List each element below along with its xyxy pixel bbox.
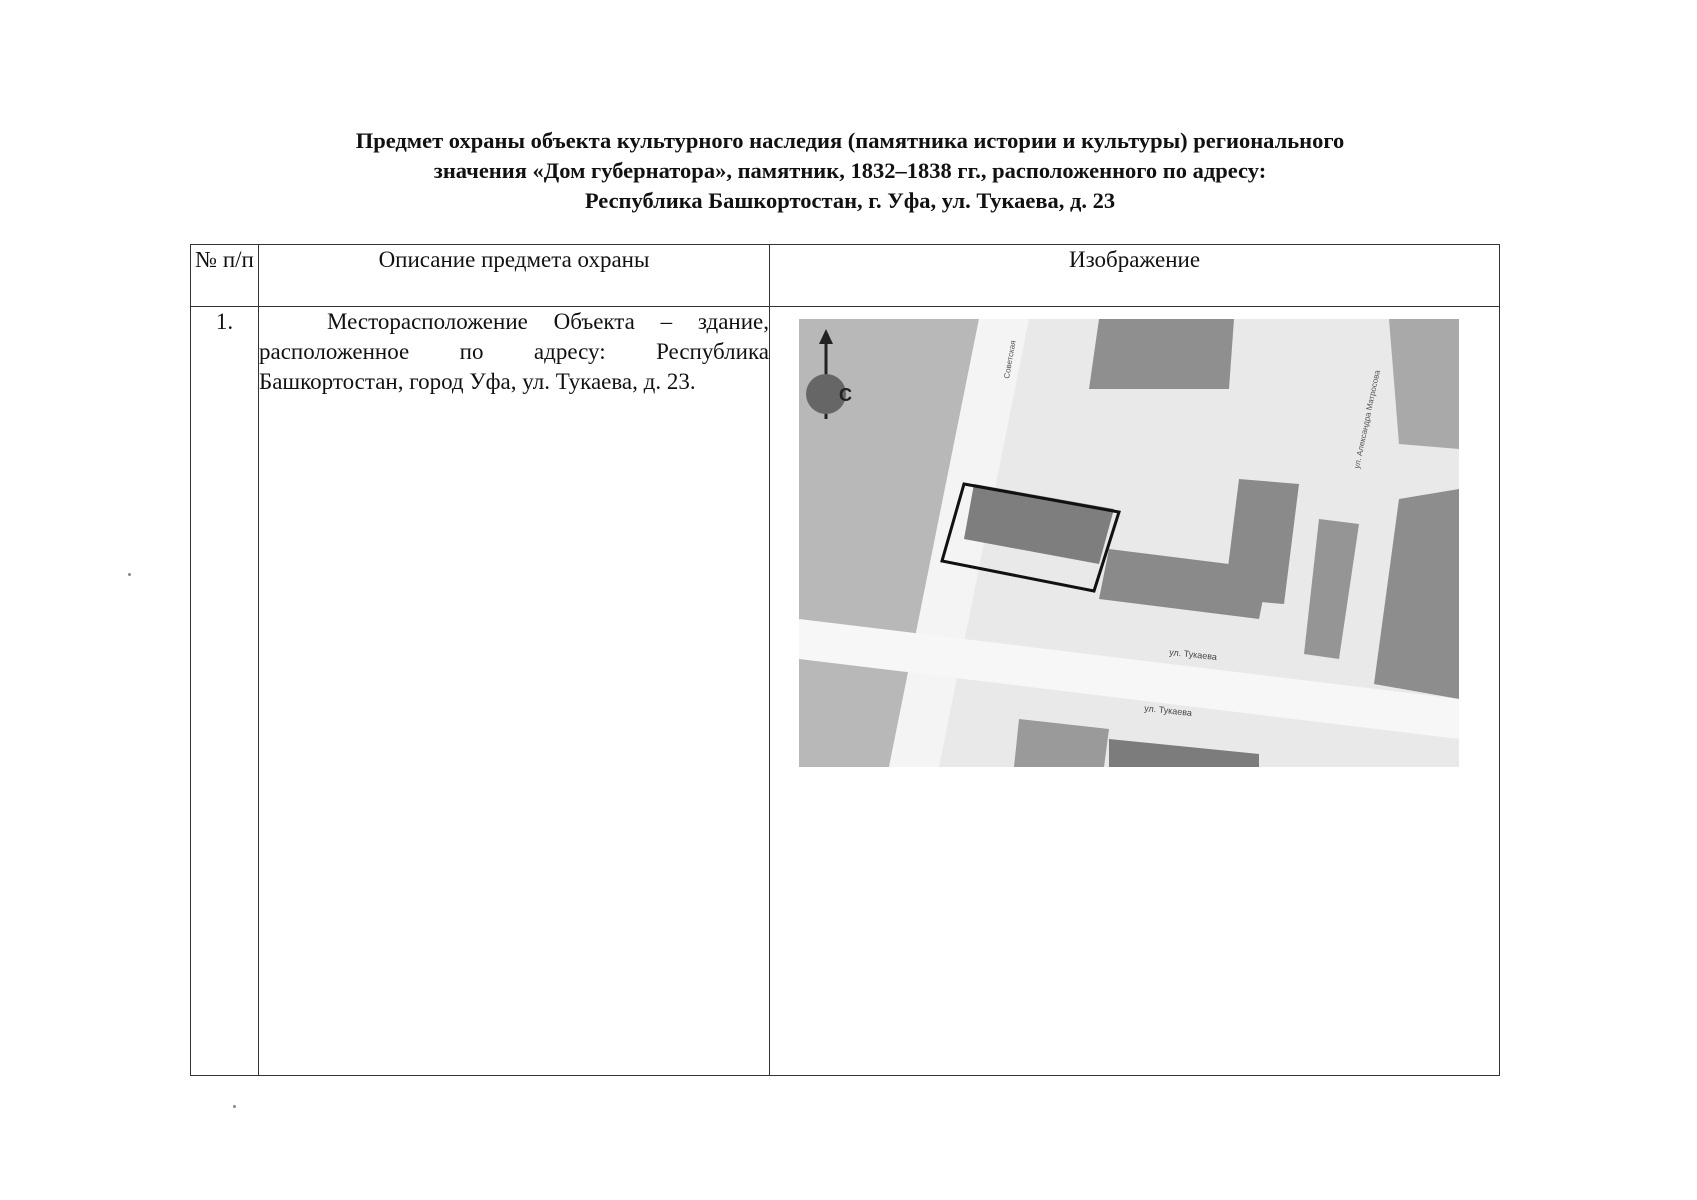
header-num: № п/п: [191, 245, 259, 307]
compass-label: С: [839, 385, 852, 405]
row-description: [259, 307, 770, 1076]
header-image: Изображение: [770, 245, 1500, 307]
row-num: 1.: [191, 307, 259, 1076]
document-title: [180, 126, 1520, 216]
location-map: [799, 319, 1459, 767]
table-row: [191, 307, 1500, 1076]
row-description-text: Месторасположение Объекта – здание, расположенное по адресу: Республика Башкортостан, город Уфа, ул. Тукаева, д. 23.: [259, 309, 769, 394]
title-line-1: Предмет охраны объекта культурного наследия (памятника истории и культуры) регионального: [355, 128, 1345, 153]
map-street-label: ул. Тукаева: [1143, 703, 1193, 718]
map-building: [1089, 319, 1234, 389]
scan-speck: [233, 1105, 236, 1108]
map-building: [1389, 319, 1459, 449]
map-street-label: Советская: [1002, 339, 1018, 380]
map-street-label: ул. Тукаева: [1168, 647, 1218, 662]
title-line-3: Республика Башкортостан, г. Уфа, ул. Тукаева, д. 23: [584, 188, 1116, 213]
protection-table: [190, 244, 1500, 1076]
scan-speck: [128, 573, 131, 576]
row-image-cell: [770, 307, 1500, 1076]
table-header-row: [191, 245, 1500, 307]
map-street-label: ул. Александра Матросова: [1352, 369, 1382, 470]
header-description: Описание предмета охраны: [259, 245, 770, 307]
title-line-2: значения «Дом губернатора», памятник, 1832–1838 гг., расположенного по адресу:: [433, 158, 1267, 183]
